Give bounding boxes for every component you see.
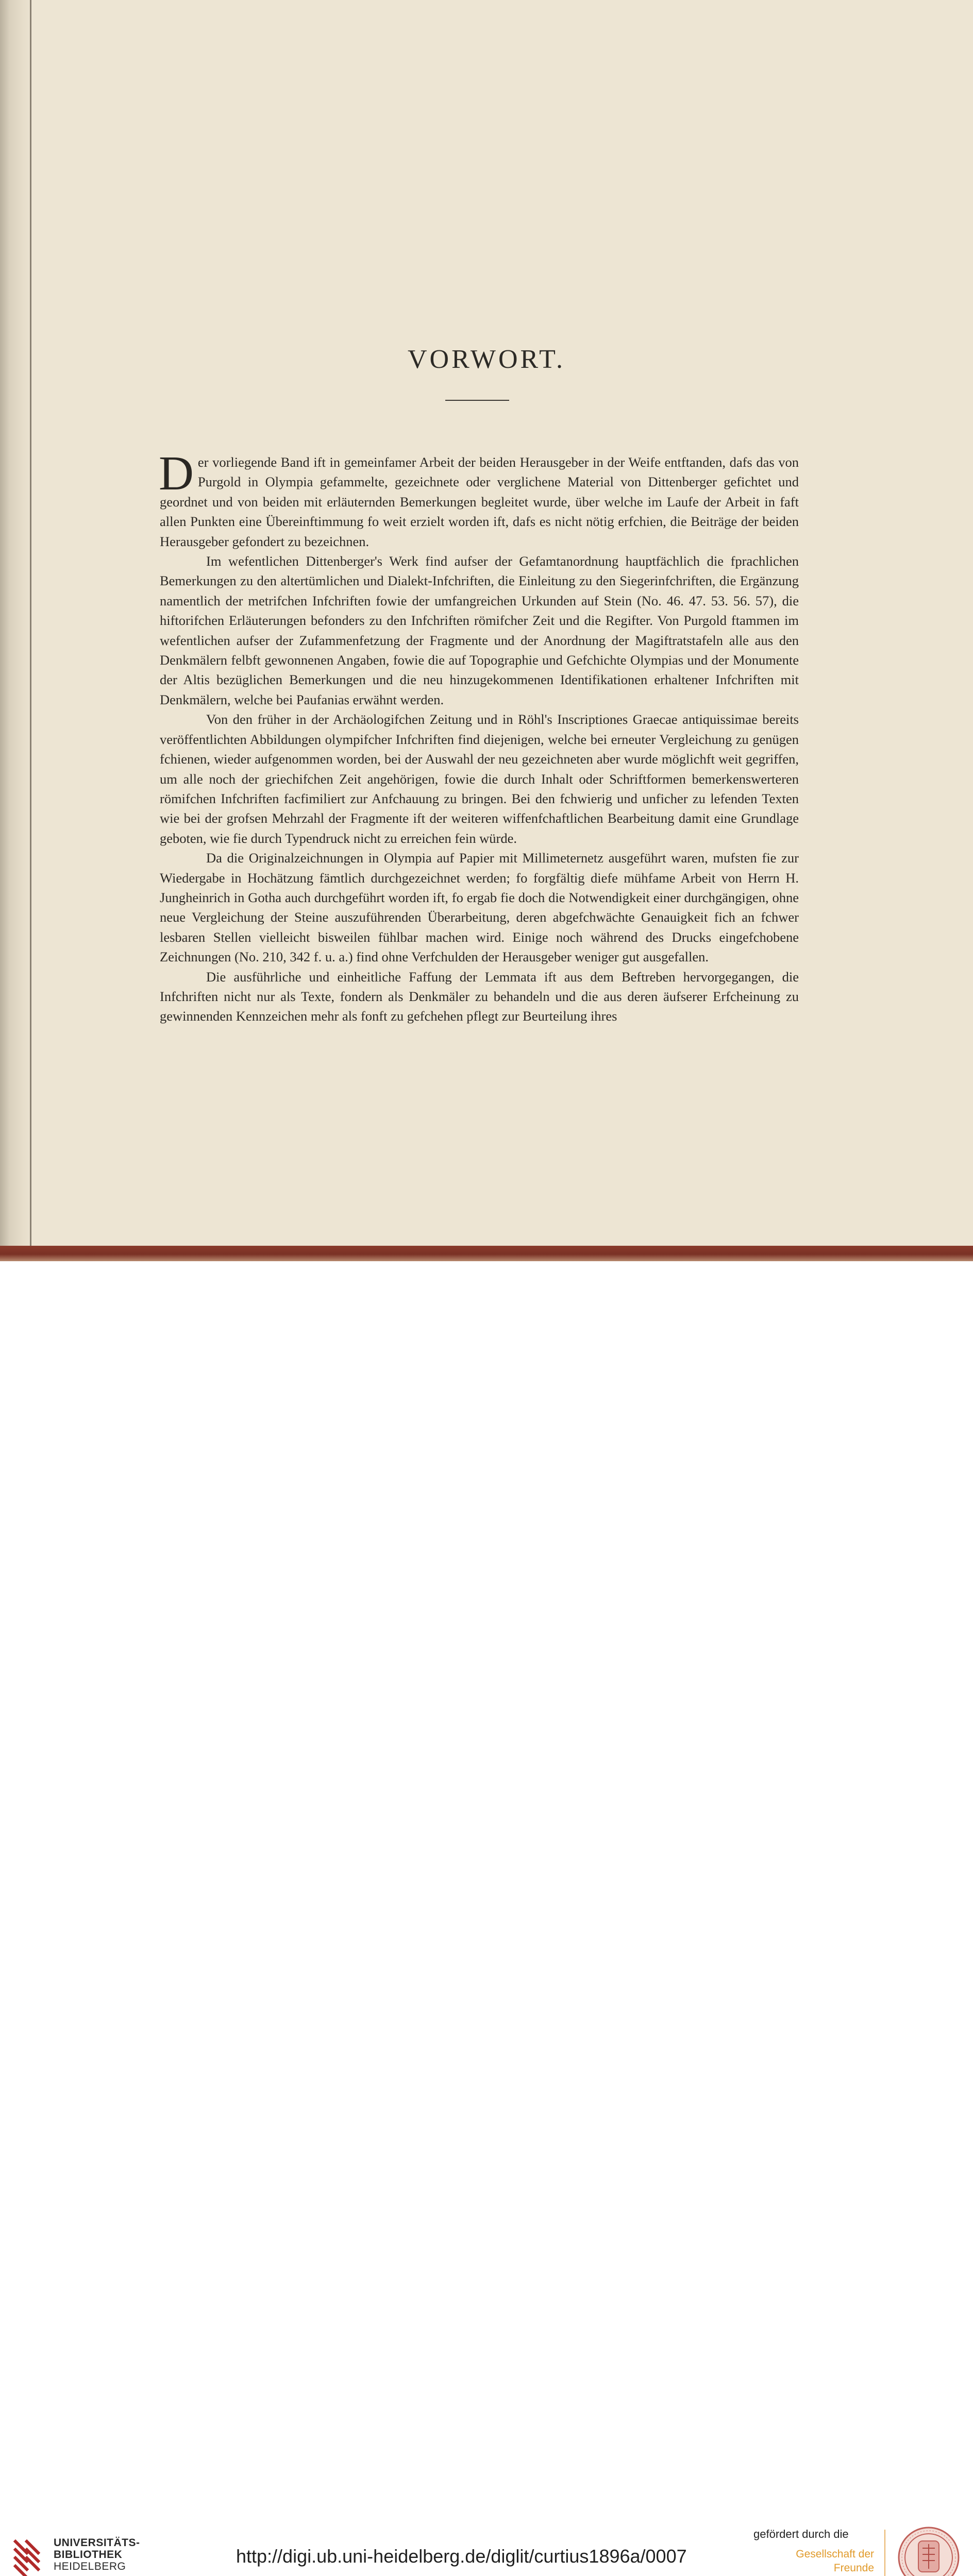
university-seal-icon [896,2526,962,2576]
library-name-line-1: UNIVERSITÄTS- [54,2537,140,2549]
library-logo-icon[interactable] [11,2534,42,2576]
permalink-url[interactable]: http://digi.ub.uni-heidelberg.de/diglit/curtius1896a/0007 [236,2546,687,2567]
book-spine-shadow [0,0,32,1261]
paragraph-2: Im wefentlichen Dittenberger's Werk find aufser der Gefamtanordnung hauptfächlich die fprachlichen Bemerkungen zu den altertümlichen und Dialekt-Infchriften, die Einleitung zu den Siegerinfchriften, die Ergänzung namentlich der metrifchen Infchriften fowie der umfangreichen Urkunden auf Stein (No. 46. 47. 53. 56. 57), die hiftorifchen Erläuterungen befonders zu den Infchriften römifcher Zeit und die Regifter. Von Purgold ftammen im wefentlichen aufser der Zufammenfetzung der Fragmente und der Anordnung der Magiftratstafeln alle aus den Denkmälern felbft gewonnenen Angaben, fowie die auf Topographie und Gefchichte Olympias und der Monumente der Altis bezüglichen Bemerkungen und die neu hinzugekommenen Identifikationen erhaltener Infchriften mit Denkmälern, welche bei Paufanias erwähnt werden. [160,553,799,707]
page-bottom-edge [0,1246,973,1261]
footer-divider [884,2530,885,2576]
spine-edge-line [30,0,31,1261]
paragraph-3: Von den früher in der Archäologifchen Zeitung und in Röhl's Inscriptiones Graecae antiquissimae bereits veröffentlichten Abbildungen olympifcher Infchriften find diejenigen, welche bei erneuter Vergleichung zu genügen fchienen, wieder aufgenommen worden, bei der Auswahl der neu gezeichneten aber wurde möglichft weit gegriffen, um alle noch der griechifchen Zeit angehörigen, fowie die durch Inhalt oder Schriftformen bemerkenswerteren römifchen Infchriften facfimiliert zur Anfchauung zu bringen. Bei den fchwierig und unficher zu lefenden Texten wie bei der grofsen Mehrzahl der Fragmente ift der weiteren wiffenfchaftlichen Bearbeitung damit eine Grundlage geboten, wie fie durch Typendruck nicht zu erreichen fein würde. [160,711,799,846]
paragraph-4: Da die Originalzeichnungen in Olympia auf Papier mit Millimeternetz ausgeführt waren, mufsten fie zur Wiedergabe in Hochätzung fämtlich durchgezeichnet werden; fo forgfältig diefe mühfame Arbeit von Herrn H. Jungheinrich in Gotha auch durchgeführt worden ift, fo ergab fie doch die Notwendigkeit einer durchgängigen, ohne neue Vergleichung der Steine auszuführenden Überarbeitung, deren abgefchwächte Genauigkeit fich an fchwer lesbaren Stellen vielleicht bisweilen fühlbar machen wird. Einige noch während des Drucks eingefchobene Zeichnungen (No. 210, 342 f. u. a.) find ohne Verfchulden der Herausgeber weniger gut ausgefallen. [160,850,799,965]
paragraph-1-text: er vorliegende Band ift in gemeinfamer Arbeit der beiden Herausgeber in der Weife entftanden, dafs das von Purgold in Olympia gefammelte, gezeichnete oder verglichene Material von Dittenberger gefichtet und geordnet und von beiden mit erläuternden Bemerkungen begleitet wurde, über welche im Laufe der Arbeit in faft allen Punkten eine Übereinftimmung fo weit erzielt worden ift, dafs es nicht nötig erfchien, die Beiträge der beiden Herausgeber gefondert zu bezeichnen. [160,454,799,549]
digitization-footer [0,1261,973,2574]
paragraph-1 [159,447,799,551]
scanned-page [0,0,973,1261]
preface-body [159,447,799,1026]
title-rule [445,400,509,401]
drop-cap: D [159,447,194,500]
society-name-line-2 [754,2575,874,2576]
page-title: VORWORT. [407,345,566,374]
library-name-line-2: BIBLIOTHEK [54,2549,123,2561]
library-name [54,2537,140,2572]
society-name-line-1: Gesellschaft der Freunde [796,2548,874,2574]
society-name[interactable] [754,2547,874,2576]
library-name-line-3: HEIDELBERG [54,2561,126,2572]
paragraph-5: Die ausführliche und einheitliche Faffung der Lemmata ift aus dem Beftreben hervorgegangen, die Infchriften nicht nur als Texte, fondern als Denkmäler zu behandeln und die aus deren äufserer Erfcheinung zu gewinnenden Kennzeichen mehr als fonft zu gefchehen pflegt zur Beurteilung ihres [160,969,799,1024]
supported-by-label: gefördert durch die [753,2528,849,2540]
